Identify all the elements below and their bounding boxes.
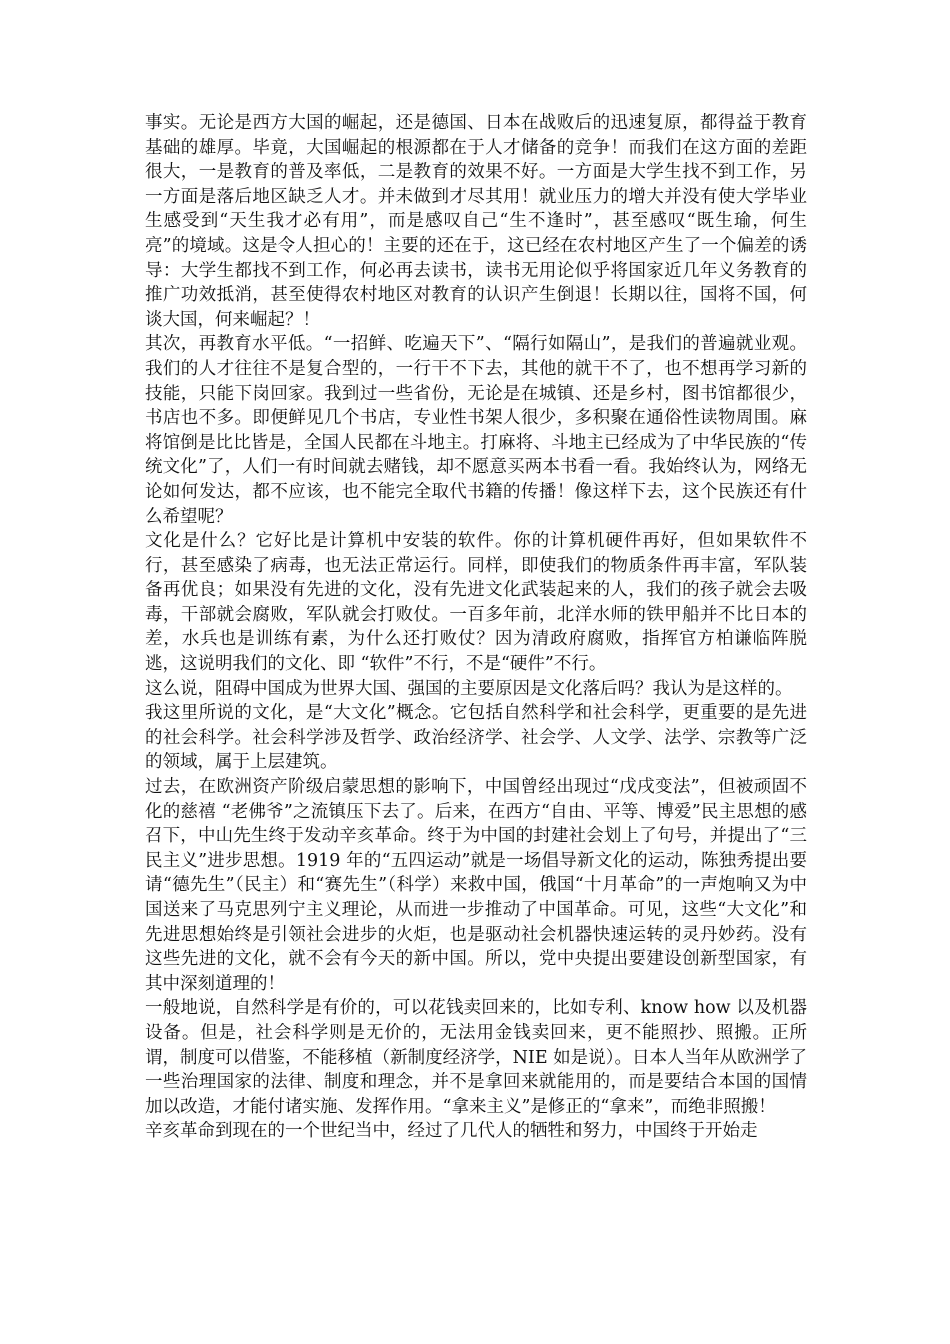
paragraph-education-foundation: 事实。无论是西方大国的崛起，还是德国、日本在战败后的迅速复原，都得益于教育基础的雄厚。毕竟，大国崛起的根源都在于人才储备的竞争！而我们在这方面的差距很大，一是教育的普及率低，二是教育的效果不好。一方面是大学生找不到工作，另一方面是落后地区缺乏人才。并未做到才尽其用！就业压力的增大并没有使大学毕业生感受到“天生我才必有用”，而是感叹自己“生不逢时”，甚至感叹“既生瑜，何生亮”的境域。这是令人担心的！主要的还在于，这已经在农村地区产生了一个偏差的诱导：大学生都找不到工作，何必再去读书，读书无用论似乎将国家近几年义务教育的推广功效抵消，甚至使得农村地区对教育的认识产生倒退！长期以往，国将不国，何谈大国，何来崛起？！ [145,113,807,330]
paragraph-education-level: 其次，再教育水平低。“一招鲜、吃遍天下”、“隔行如隔山”，是我们的普遍就业观。我们的人才往往不是复合型的，一行干不下去，其他的就干不了，也不想再学习新的技能，只能下岗回家。我到过一些省份，无论是在城镇、还是乡村，图书馆都很少，书店也不多。即便鲜见几个书店，专业性书架人很少，多积聚在通俗性读物周围。麻将馆倒是比比皆是，全国人民都在斗地主。打麻将、斗地主已经成为了中华民族的“传统文化”了，人们一有时间就去赌钱，却不愿意买两本书看一看。我始终认为，网络无论如何发达，都不应该，也不能完全取代书籍的传播！像这样下去，这个民族还有什么希望呢？ [145,334,807,527]
paragraph-culture-software: 文化是什么？它好比是计算机中安装的软件。你的计算机硬件再好，但如果软件不行，甚至感染了病毒，也无法正常运行。同样，即使我们的物质条件再丰富，军队装备再优良；如果没有先进的文化，没有先进文化武装起来的人，我们的孩子就会去吸毒，干部就会腐败，军队就会打败仗。一百多年前，北洋水师的铁甲船并不比日本的差，水兵也是训练有素，为什么还打败仗？因为清政府腐败，指挥官方柏谦临阵脱逃，这说明我们的文化、即 “软件”不行，不是“硬件”不行。 [145,531,807,675]
paragraph-social-science: 一般地说，自然科学是有价的，可以花钱卖回来的，比如专利、know how 以及机器设备。但是，社会科学则是无价的，无法用金钱卖回来，更不能照抄、照搬。正所谓，制度可以借鉴，不能移植（新制度经济学，NIE 如是说）。日本人当年从欧洲学了一些治理国家的法律、制度和理念，并不是拿回来就能用的，而是要结合本国的国情加以改造，才能付诸实施、发挥作用。“拿来主义”是修正的“拿来”，而绝非照搬！ [145,998,807,1117]
paragraph-history: 过去，在欧洲资产阶级启蒙思想的影响下，中国曾经出现过“戊戌变法”，但被顽固不化的慈禧 “老佛爷”之流镇压下去了。后来，在西方“自由、平等、博爱”民主思想的感召下，中山先生终于发动辛亥革命。终于为中国的封建社会划上了句号，并提出了“三民主义”进步思想。1919 年的“五四运动”就是一场倡导新文化的运动，陈独秀提出要请“德先生”（民主）和“赛先生”（科学）来救中国，俄国“十月革命”的一声炮响又为中国送来了马克思列宁主义理论，从而进一步推动了中国革命。可见，这些“大文化”和先进思想始终是引领社会进步的火炬，也是驱动社会机器快速运转的灵丹妙药。没有这些先进的文化，就不会有今天的新中国。所以，党中央提出要建设创新型国家，有其中深刻道理的！ [145,777,807,994]
paragraph-culture-backward: 这么说，阻碍中国成为世界大国、强国的主要原因是文化落后吗？我认为是这样的。 [145,678,793,699]
document-body [145,111,807,1144]
paragraph-xinhai-century: 辛亥革命到现在的一个世纪当中，经过了几代人的牺牲和努力，中国终于开始走 [145,1121,758,1142]
paragraph-big-culture: 我这里所说的文化，是“大文化”概念。它包括自然科学和社会科学，更重要的是先进的社会科学。社会科学涉及哲学、政治经济学、社会学、人文学、法学、宗教等广泛的领域，属于上层建筑。 [145,703,807,773]
